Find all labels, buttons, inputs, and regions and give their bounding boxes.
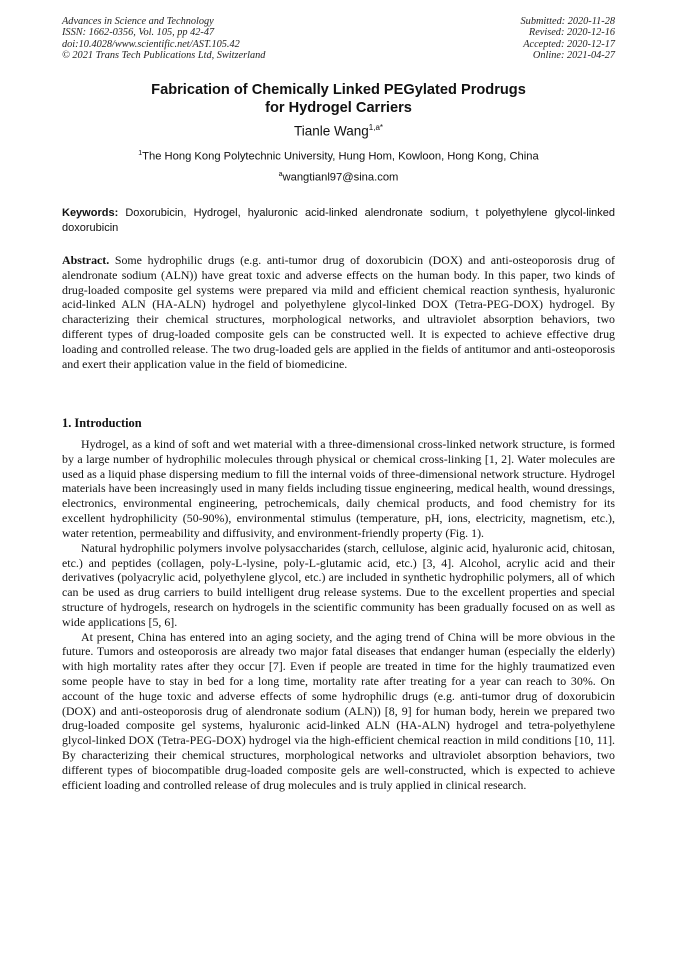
- keywords-text: Doxorubicin, Hydrogel, hyaluronic acid-linked alendronate sodium, t polyethylene glycol-linked doxorubicin: [62, 207, 615, 234]
- title-line-2: for Hydrogel Carriers: [265, 100, 412, 116]
- online-date: Online: 2021-04-27: [532, 50, 615, 62]
- journal-info: [62, 16, 265, 62]
- title-line-1: Fabrication of Chemically Linked PEGylated Prodrugs: [151, 82, 526, 98]
- email-text: wangtianl97@sina.com: [282, 171, 399, 184]
- paragraph: Hydrogel, as a kind of soft and wet material with a three-dimensional cross-linked network structure, is formed by a large number of hydrophilic molecules through physical or chemical cross-linking [1, 2]. Water molecules are used as a liquid phase dispersing medium to fill the internal voids of three-dimensional network structure. Hydrogel materials have been increasingly used in many fields including tissue engineering, medical health, wound dressings, electronics, environmental engineering, petrochemicals, daily chemical products, and food chemistry for its excellent hydrophilicity (50-90%), environmental stimulus (temperature, pH, ions, electricity, magnetism, etc.), water retention, permeability and diffusivity, and environment-friendly property (Fig. 1).: [62, 437, 615, 540]
- author-name: Tianle Wang: [293, 123, 369, 139]
- affiliation: [62, 150, 615, 163]
- submitted-date: Submitted: 2020-11-28: [520, 16, 615, 27]
- submission-dates: [521, 16, 615, 62]
- journal-name: Advances in Science and Technology: [62, 16, 214, 27]
- doi-line: doi:10.4028/www.scientific.net/AST.105.42: [62, 38, 240, 50]
- accepted-date: Accepted: 2020-12-17: [523, 38, 615, 50]
- revised-date: Revised: 2020-12-16: [528, 27, 615, 39]
- author-email: [62, 171, 615, 184]
- issn-line: ISSN: 1662-0356, Vol. 105, pp 42-47: [62, 27, 215, 39]
- abstract: [62, 253, 615, 371]
- affiliation-text: The Hong Kong Polytechnic University, Hung Hom, Kowloon, Hong Kong, China: [142, 150, 539, 163]
- paper-title: [62, 81, 615, 117]
- email-superscript: a: [278, 171, 283, 178]
- copyright-line: © 2021 Trans Tech Publications Ltd, Switzerland: [62, 50, 266, 62]
- abstract-label: Abstract.: [62, 253, 110, 267]
- paragraph: Natural hydrophilic polymers involve polysaccharides (starch, cellulose, alginic acid, hyaluronic acid, chitosan, etc.) and peptides (collagen, poly-L-lysine, poly-L-glutamic acid, etc.) [3, 4]. Alcohol, acrylic acid and their derivatives (polyacrylic acid, polyethylene glycol, etc.) are included in synthetic hydrophilic polymers, all of which can be used as drug carriers to build intelligent drug release systems. Due to the excellent properties and special structure of hydrogels, research on hydrogels in the scientific community has been gradually focused on as well as wide applications [5, 6].: [62, 540, 615, 629]
- introduction-body: [62, 437, 615, 793]
- affiliation-superscript: 1: [138, 150, 143, 157]
- section-heading: 1. Introduction: [62, 416, 142, 430]
- author-superscript: 1,a*: [368, 123, 384, 132]
- abstract-text: Some hydrophilic drugs (e.g. anti-tumor drug of doxorubicin (DOX) and anti-osteoporosis drug of alendronate sodium (ALN)) have great toxic and adverse effects on the human body. In this paper, two kinds of drug-loaded composite gel systems were prepared via mild and efficient chemical reaction synthesis, hyaluronic acid-linked ALN (HA-ALN) hydrogel and polyethylene glycol-linked DOX (Tetra-PEG-DOX) hydrogel. By characterizing their chemical structures, morphological networks, and ultraviolet absorption behaviors, two different types of drug-loaded composite gels can be constructed well. It is expected to achieve effective drug loading and controlled release. The two drug-loaded gels are applied in the fields of antitumor and anti-osteoporosis and exert their application value in the field of biomedicine.: [62, 253, 615, 371]
- author: [62, 123, 615, 139]
- paragraph: At present, China has entered into an aging society, and the aging trend of China will be more obvious in the future. Tumors and osteoporosis are already two major fatal diseases that endanger human (especially the elderly) with high mortality rates after they occur [7]. Even if people are treated in time for the highly traumatized even some people have to stay in bed for a long time, mortality rate after treating for a year can reach to 30%. On account of the huge toxic and adverse effects of some hydrophilic drugs (e.g. anti-tumor drug of doxorubicin (DOX) and anti-osteoporosis drug of alendronate sodium (ALN)) [8, 9] for human body, herein we prepared two drug-loaded composite gel systems, hyaluronic acid-linked ALN (HA-ALN) hydrogel and tetra-polyethylene glycol-linked DOX (Tetra-PEG-DOX) hydrogel via the high-efficient chemical reaction in mild conditions [10, 11]. By characterizing their chemical structures, morphological networks and ultraviolet absorption behaviors, two different types of biocompatible drug-loaded composite gels are well-constructed, which is expected to achieve efficient loading and controlled release of drug molecules and is truly applied in clinical research.: [62, 629, 615, 792]
- keywords: [62, 206, 615, 235]
- keywords-label: Keywords:: [62, 207, 119, 219]
